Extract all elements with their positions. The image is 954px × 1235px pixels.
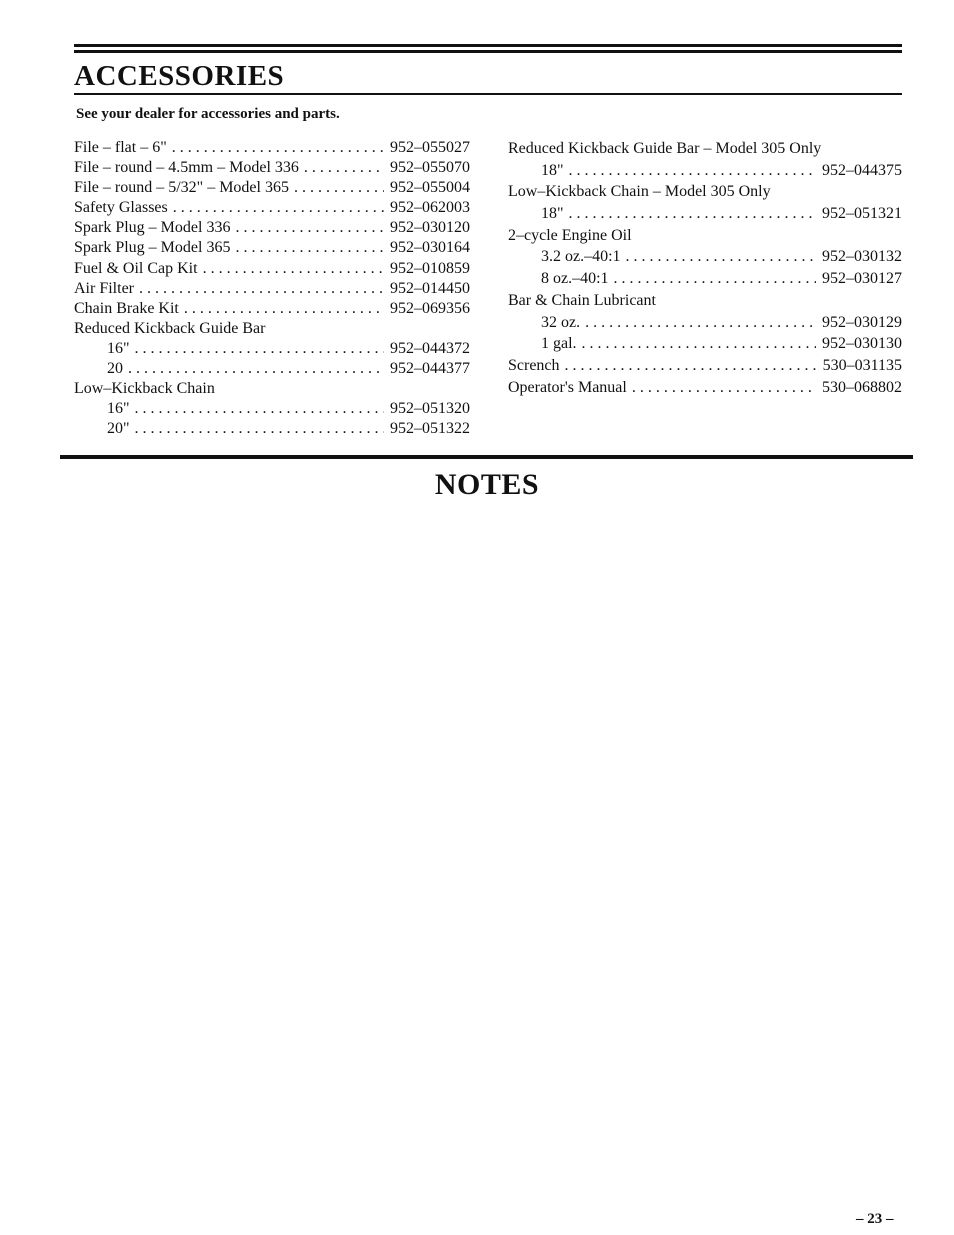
item-label: Scrench [508, 356, 560, 374]
section-divider [60, 455, 913, 459]
dot-leader [626, 246, 816, 268]
dot-leader [172, 138, 384, 158]
item-label: 1 gal. [541, 335, 577, 353]
item-label: 20 [107, 360, 123, 378]
part-number: 952–051322 [390, 420, 470, 438]
item-label: 2–cycle Engine Oil [508, 226, 632, 244]
dot-leader [139, 279, 384, 299]
part-number: 952–030132 [822, 248, 902, 266]
list-item [508, 160, 902, 182]
part-number: 952–030130 [822, 335, 902, 353]
part-number: 952–069356 [390, 299, 470, 317]
item-label: 16" [107, 400, 130, 418]
title-underline [74, 93, 902, 95]
list-item [74, 238, 470, 258]
part-number: 952–055070 [390, 159, 470, 177]
list-item [74, 399, 470, 419]
item-label: Air Filter [74, 279, 134, 297]
header-double-rule [74, 44, 902, 53]
item-label: Low–Kickback Chain – Model 305 Only [508, 183, 771, 201]
item-label: 32 oz. [541, 313, 581, 331]
part-number: 952–055004 [390, 179, 470, 197]
list-heading [508, 181, 902, 203]
list-heading [508, 225, 902, 247]
list-item [508, 312, 902, 334]
part-number: 530–068802 [822, 378, 902, 396]
dot-leader [582, 333, 816, 355]
list-item [74, 279, 470, 299]
list-item [74, 158, 470, 178]
list-item [74, 339, 470, 359]
item-label: 18" [541, 205, 564, 223]
list-heading [508, 290, 902, 312]
part-number: 952–051320 [390, 400, 470, 418]
part-number: 952–030164 [390, 239, 470, 257]
list-item [508, 377, 902, 399]
page-title: ACCESSORIES [74, 60, 285, 92]
list-heading [74, 379, 470, 399]
item-label: Reduced Kickback Guide Bar – Model 305 Only [508, 140, 822, 157]
part-number: 952–010859 [390, 259, 470, 277]
dot-leader [135, 339, 384, 359]
part-number: 952–014450 [390, 279, 470, 297]
list-item [74, 178, 470, 198]
list-item [508, 203, 902, 225]
dot-leader [569, 160, 816, 182]
item-label: Spark Plug – Model 365 [74, 239, 231, 257]
item-label: 20" [107, 420, 130, 438]
item-label: 18" [541, 161, 564, 179]
item-label: Spark Plug – Model 336 [74, 219, 231, 237]
dot-leader [235, 218, 384, 238]
item-label: Low–Kickback Chain [74, 380, 215, 398]
list-item [74, 218, 470, 238]
part-number: 952–062003 [390, 199, 470, 217]
list-item [74, 419, 470, 439]
item-label: 16" [107, 339, 130, 357]
part-number: 952–051321 [822, 205, 902, 223]
dot-leader [128, 359, 384, 379]
dot-leader [304, 158, 384, 178]
item-label: Operator's Manual [508, 378, 627, 396]
dot-leader [632, 377, 816, 399]
item-label: Fuel & Oil Cap Kit [74, 259, 198, 277]
part-number: 952–055027 [390, 139, 470, 156]
dot-leader [184, 299, 384, 319]
item-label: File – flat – 6" [74, 139, 167, 156]
dot-leader [585, 312, 816, 334]
list-item [74, 259, 470, 279]
dot-leader [135, 399, 384, 419]
item-label: Bar & Chain Lubricant [508, 291, 656, 309]
dot-leader [203, 259, 384, 279]
item-label: Reduced Kickback Guide Bar [74, 319, 266, 337]
page-number: – 23 – [856, 1211, 894, 1227]
dot-leader [235, 238, 384, 258]
part-number: 952–030120 [390, 219, 470, 237]
dot-leader [569, 203, 816, 225]
part-number: 952–044377 [390, 360, 470, 378]
list-heading [508, 138, 902, 160]
part-number: 952–030127 [822, 270, 902, 288]
item-label: 8 oz.–40:1 [541, 270, 609, 288]
list-item [74, 299, 470, 319]
part-number: 530–031135 [822, 356, 902, 374]
dot-leader [173, 198, 384, 218]
dot-leader [614, 268, 816, 290]
part-number: 952–030129 [822, 313, 902, 331]
dot-leader [565, 355, 817, 377]
dot-leader [294, 178, 384, 198]
list-item [74, 198, 470, 218]
part-number: 952–044372 [390, 339, 470, 357]
item-label: File – round – 4.5mm – Model 336 [74, 159, 299, 177]
accessories-list-right [508, 138, 902, 398]
list-item [508, 333, 902, 355]
intro-text: See your dealer for accessories and parts. [76, 106, 340, 122]
notes-title: NOTES [434, 468, 540, 501]
list-item [508, 246, 902, 268]
part-number: 952–044375 [822, 161, 902, 179]
list-item [74, 138, 470, 158]
list-item [508, 355, 902, 377]
item-label: File – round – 5/32" – Model 365 [74, 179, 289, 197]
item-label: Chain Brake Kit [74, 299, 179, 317]
accessories-list-left [74, 138, 470, 439]
list-item [74, 359, 470, 379]
list-item [508, 268, 902, 290]
list-heading [74, 319, 470, 339]
dot-leader [135, 419, 384, 439]
item-label: Safety Glasses [74, 199, 168, 217]
item-label: 3.2 oz.–40:1 [541, 248, 621, 266]
